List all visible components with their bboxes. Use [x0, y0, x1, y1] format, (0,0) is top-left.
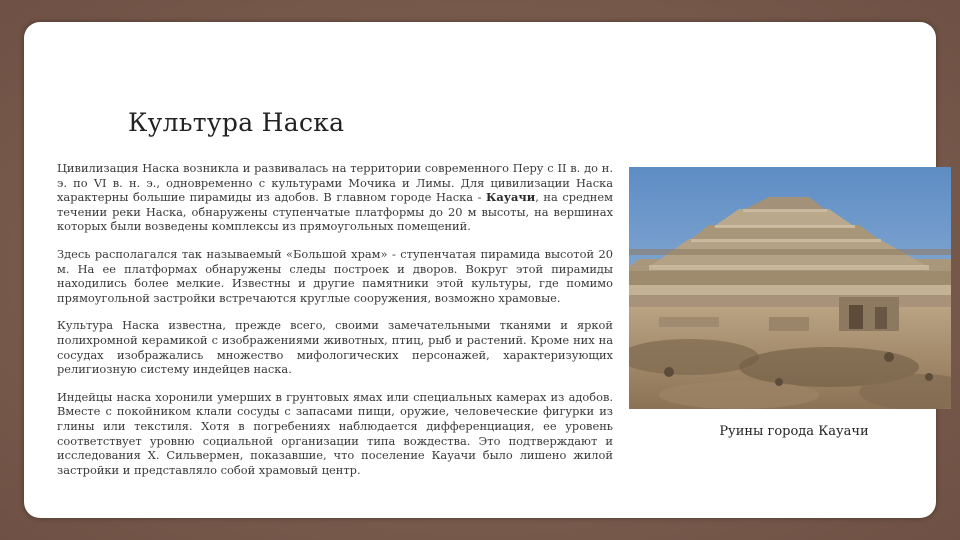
body-text	[57, 161, 613, 490]
paragraph-1-start: Цивилизация Наска возникла и развивалась на территории современного Перу с II в. до н. э. по VI в. н. э., одновременно с культурами Мочика и Лимы. Для цивилизации Наска характерны большие пирамиды из адобов. В главном городе Наска -	[57, 161, 613, 205]
paragraph-4: Индейцы наска хоронили умерших в грунтовых ямах или специальных камерах из адобов. Вместе с покойником клали сосуды с запасами пищи, оружие, человеческие фигурки из глины или текстиля. Хотя в погребениях наблюдается дифференциация, ее уровень соответствует уровню социальной организации типа вождества. Это подтверждают и исследования Х. Сильвермен, показавшие, что поселение Кауачи было лишено жилой застройки и представляло собой храмовый центр.	[57, 389, 613, 477]
slide	[24, 22, 936, 518]
paragraph-1-end: , на среднем течении реки Наска, обнаружены ступенчатые платформы до 20 м высоты, на вершинах которых были возведены комплексы из прямоугольных помещений.	[57, 190, 613, 234]
photo-caption: Руины города Кауачи	[719, 424, 869, 439]
pyramid-illustration	[629, 167, 951, 409]
paragraph-3: Культура Наска известна, прежде всего, своими замечательными тканями и яркой полихромной керамикой с изображениями животных, птиц, рыб и растений. Кроме них на сосудах изображались множество мифологических персонажей, характеризующих религиозную систему индейцев наска.	[57, 318, 613, 377]
paragraph-1	[57, 161, 613, 234]
highlight-kauachi: Кауачи	[486, 190, 536, 205]
ruins-photo	[629, 167, 951, 409]
slide-title: Культура Наска	[128, 108, 345, 137]
paragraph-2: Здесь располагался так называемый «Большой храм» - ступенчатая пирамида высотой 20 м. На ее платформах обнаружены следы построек и дворов. Вокруг этой пирамиды находились более мелкие. Известны и другие памятники этой культуры, где помимо прямоугольной застройки встречаются круглые сооружения, возможно храмовые.	[57, 246, 613, 305]
